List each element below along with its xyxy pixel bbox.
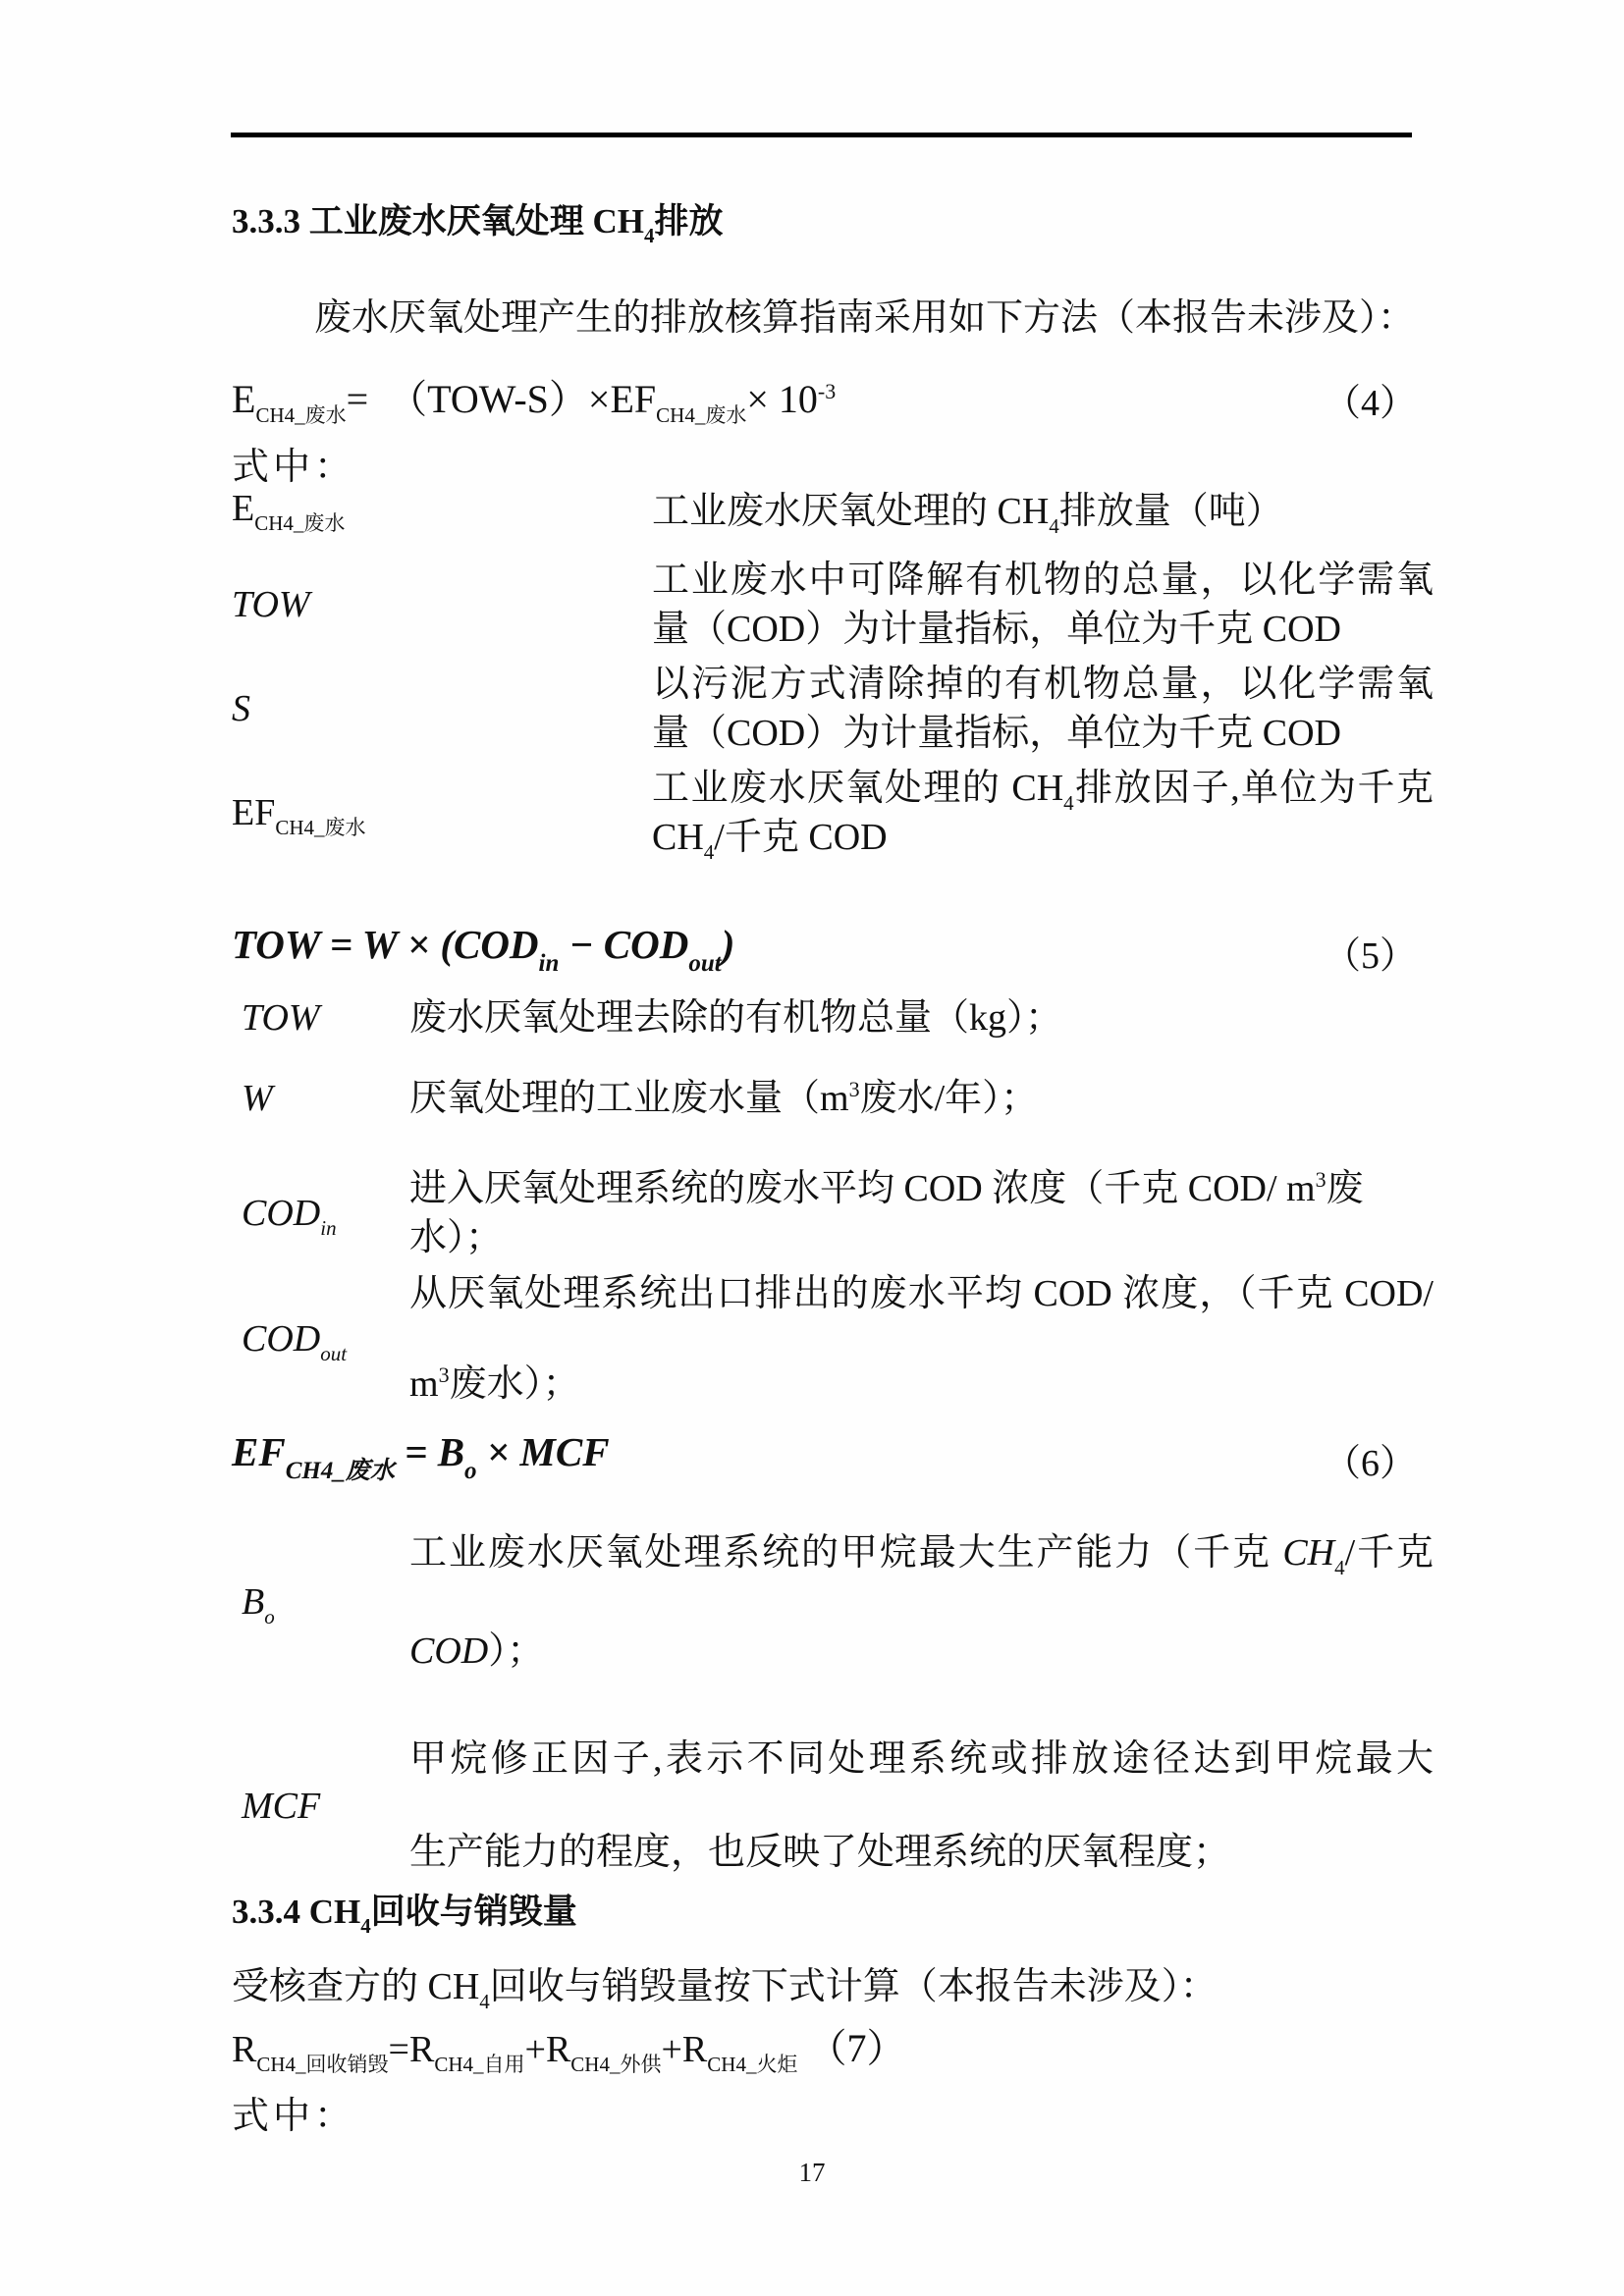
definition-segment: COD [409,1630,489,1672]
formula-7-number: （7） [807,2026,906,2070]
symbol: COD [242,1193,321,1234]
definition-segment: ）； [488,1630,545,1672]
section-334-intro [232,1963,1420,2013]
definition-line: 生产能力的程度，也反映了处理系统的厌氧程度； [409,1832,1231,1873]
formula-7-body: =R [388,2029,435,2070]
formula-4-subscript: CH4_废水 [255,403,347,427]
symbol: W [242,1078,273,1119]
definition-superscript: 3 [438,1362,450,1387]
definition-line [409,1504,1434,1602]
formula-4-body: × 10 [746,377,818,421]
definition-row-tow2 [232,993,1434,1042]
symbol: S [232,688,250,729]
formula-7-body: +R [524,2029,571,2070]
definition-row-cod-out [232,1249,1434,1429]
definition-row-s [232,660,1434,758]
symbol-label [232,791,652,839]
definition-line: 工业废水中可降解有机物的总量，以化学需氧 [652,560,1434,601]
formula-7-subscript: CH4_自用 [434,2053,525,2076]
definition-line [409,1602,1434,1700]
formula-5-subscript: in [538,950,560,977]
symbol: COD [242,1318,321,1360]
symbol-label [232,583,652,626]
where-label-1: 式中： [232,447,356,488]
heading-text: 3.3.3 工业废水厌氧处理 CH [232,202,645,240]
formula-4 [232,368,1417,427]
heading-subscript: 4 [644,224,655,247]
definition-text [409,1713,1434,1899]
formula-5-number: （5） [1323,935,1417,977]
definition-row-tow [232,556,1434,654]
section-333-intro: 废水厌氧处理产生的排放核算指南采用如下方法（本报告未涉及）： [314,297,1416,339]
formula-5-body: − COD [559,922,689,967]
definition-segment: CH [652,817,704,858]
formula-5-body: ) [721,922,735,967]
symbol-label [232,1317,409,1365]
definition-segment: 废水）； [449,1363,580,1405]
formula-6-number: （6） [1323,1443,1417,1484]
section-334-heading [232,1885,577,1938]
definition-segment: 工业废水厌氧处理的 CH [652,768,1064,809]
formula-4-term: E [232,377,256,421]
symbol-subscript: o [264,1605,275,1629]
formula-7-subscript: CH4_外供 [570,2053,662,2076]
definition-segment: 排放因子,单位为千克 [1073,768,1434,809]
definition-row-e-ch4 [232,487,1434,536]
definition-line: 甲烷修正因子,表示不同处理系统或排放途径达到甲烷最大 [409,1738,1434,1780]
formula-6-subscript: CH4_废水 [285,1458,395,1484]
formula-6-body: = B [394,1429,465,1474]
formula-4-subscript: CH4_废水 [656,403,747,427]
intro-segment: 受核查方的 CH [232,1966,480,2007]
definition-segment: 工业废水厌氧处理的 CH [652,491,1050,532]
symbol-label [232,687,652,730]
definition-segment: 工业废水厌氧处理系统的甲烷最大生产能力（千克 [409,1532,1283,1574]
definition-subscript: 4 [1049,514,1059,538]
symbol-subscript: CH4_废水 [275,816,366,839]
heading-text: 排放 [654,202,724,240]
formula-5-body: TOW = W × (COD [232,922,539,967]
definition-text [409,1249,1434,1429]
formula-6-subscript: o [464,1458,477,1484]
definition-line [652,813,1434,862]
definition-text [409,1074,1434,1123]
definition-segment: /千克 COD [714,817,888,858]
definition-line: 量（COD）为计量指标，单位为千克 COD [652,713,1341,754]
definition-row-cod-in [232,1164,1434,1262]
intro-segment: 回收与销毁量按下式计算（本报告未涉及）： [489,1966,1218,2007]
symbol: EF [232,792,276,833]
symbol-label [232,1077,409,1120]
definition-line: 以污泥方式清除掉的有机物总量，以化学需氧 [652,664,1434,705]
definition-subscript: 4 [1063,791,1074,815]
definition-segment: 废水厌氧处理去除的有机物总量（kg）； [409,997,1063,1039]
symbol-subscript: out [320,1342,348,1365]
heading-text: 回收与销毁量 [370,1893,577,1931]
definition-text [409,993,1434,1042]
formula-7 [232,2017,1417,2076]
definition-segment: 废水/年）； [859,1078,1039,1119]
definition-segment: 进入厌氧处理系统的废水平均 COD 浓度（千克 COD/ m [409,1168,1316,1209]
symbol: B [242,1581,265,1623]
symbol: TOW [232,584,310,625]
symbol-label [232,1192,409,1240]
intro-subscript: 4 [479,1990,490,2013]
definition-line [409,1339,1434,1429]
formula-7-subscript: CH4_回收销毁 [256,2053,389,2076]
definition-superscript: 3 [1315,1167,1326,1192]
definition-line: 从厌氧处理系统出口排出的废水平均 COD 浓度，（千克 COD/ [409,1273,1434,1314]
symbol-subscript: in [320,1216,337,1240]
formula-5-subscript: out [688,950,722,977]
formula-4-exponent: -3 [817,379,837,403]
formula-5 [232,921,1417,977]
symbol: E [232,488,255,529]
definition-text [652,556,1434,654]
symbol-label [232,1785,409,1828]
definition-segment: 厌氧处理的工业废水量（m [409,1078,849,1119]
definition-text [652,660,1434,758]
definition-row-bo [232,1504,1434,1700]
definition-segment: /千克 [1344,1532,1434,1574]
definition-text [409,1164,1434,1262]
definition-line: 量（COD）为计量指标，单位为千克 COD [652,609,1341,650]
definition-superscript: 3 [848,1077,860,1101]
page-number: 17 [798,2158,826,2187]
formula-7-term: R [232,2029,257,2070]
definition-row-mcf [232,1713,1434,1899]
definition-row-ef-ch4 [232,764,1434,862]
formula-7-subscript: CH4_火炬 [707,2053,798,2076]
formula-6-term: EF [232,1429,286,1474]
formula-6-body: × MCF [476,1429,610,1474]
definition-text [409,1504,1434,1700]
symbol-label [232,1580,409,1629]
section-333-heading [232,194,724,247]
definition-row-w [232,1074,1434,1123]
definition-segment: CH [1282,1532,1335,1574]
header-rule [231,133,1412,137]
formula-4-number: （4） [1323,383,1417,424]
formula-6 [232,1428,1417,1484]
definition-line [652,764,1434,813]
definition-text [652,764,1434,862]
definition-subscript: 4 [703,840,715,864]
definition-subscript: 4 [1334,1556,1345,1579]
formula-4-body: = （TOW-S）×EF [346,377,657,421]
definition-segment: m [409,1363,439,1405]
symbol-label [232,487,652,535]
formula-7-body: +R [661,2029,708,2070]
symbol: MCF [242,1786,321,1827]
definition-segment: 排放量（吨） [1058,491,1283,532]
heading-subscript: 4 [360,1914,371,1938]
where-label-2: 式中： [232,2096,356,2137]
definition-text [652,487,1434,536]
definition-segment: 废水）； [409,1168,1364,1258]
heading-text: 3.3.4 CH [232,1893,361,1931]
symbol-subscript: CH4_废水 [254,511,346,535]
symbol-label [232,996,409,1040]
symbol: TOW [242,997,320,1039]
